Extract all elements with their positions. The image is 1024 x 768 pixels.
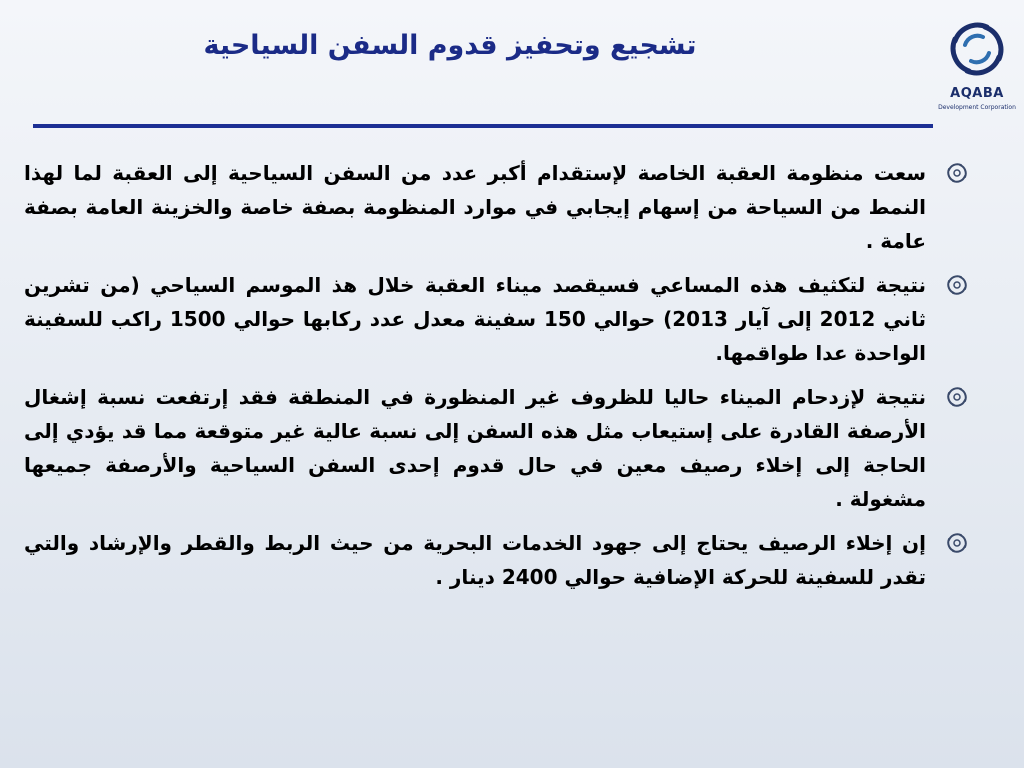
- logo-wordmark: AQABA: [950, 86, 1004, 101]
- swirl-bullet-icon: [946, 532, 968, 554]
- aqaba-logo: [934, 16, 1020, 116]
- bullet-item: [24, 156, 974, 258]
- bullet-text: نتيجة لتكثيف هذه المساعي فسيقصد ميناء العقبة خلال هذ الموسم السياحي (من تشرين ثاني 2012 إلى آيار 2013) حوالي 150 سفينة معدل عدد ركابها حوالي 1500 راكب للسفينة الواحدة عدا طواقمها.: [24, 273, 926, 365]
- slide-title: تشجيع وتحفيز قدوم السفن السياحية: [203, 30, 697, 61]
- bullet-text: نتيجة لإزدحام الميناء حاليا للظروف غير المنظورة في المنطقة فقد إرتفعت نسبة إشغال الأرصفة القادرة على إستيعاب مثل هذه السفن إلى نسبة عالية غير متوقعة مما قد يؤدي إلى الحاجة إلى إخلاء رصيف معين في حال قدوم إحدى السفن السياحية والأرصفة جميعها مشغولة .: [24, 385, 926, 511]
- swirl-bullet-icon: [946, 274, 968, 296]
- bullet-list: [24, 156, 974, 604]
- logo-subtitle: Development Corporation: [938, 104, 1016, 111]
- bullet-item: [24, 526, 974, 594]
- swirl-bullet-icon: [946, 162, 968, 184]
- bullet-text: سعت منظومة العقبة الخاصة لإستقدام أكبر عدد من السفن السياحية إلى العقبة لما لهذا النمط من السياحة من إسهام إيجابي في موارد المنظومة بصفة خاصة والخزينة العامة بصفة عامة .: [24, 161, 926, 253]
- bullet-item: [24, 268, 974, 370]
- swirl-bullet-icon: [946, 386, 968, 408]
- aqaba-swirl-logo-icon: [934, 16, 1020, 86]
- bullet-text: إن إخلاء الرصيف يحتاج إلى جهود الخدمات البحرية من حيث الربط والقطر والإرشاد والتي تقدر للسفينة للحركة الإضافية حوالي 2400 دينار .: [24, 531, 926, 589]
- title-divider: [33, 124, 933, 128]
- bullet-item: [24, 380, 974, 516]
